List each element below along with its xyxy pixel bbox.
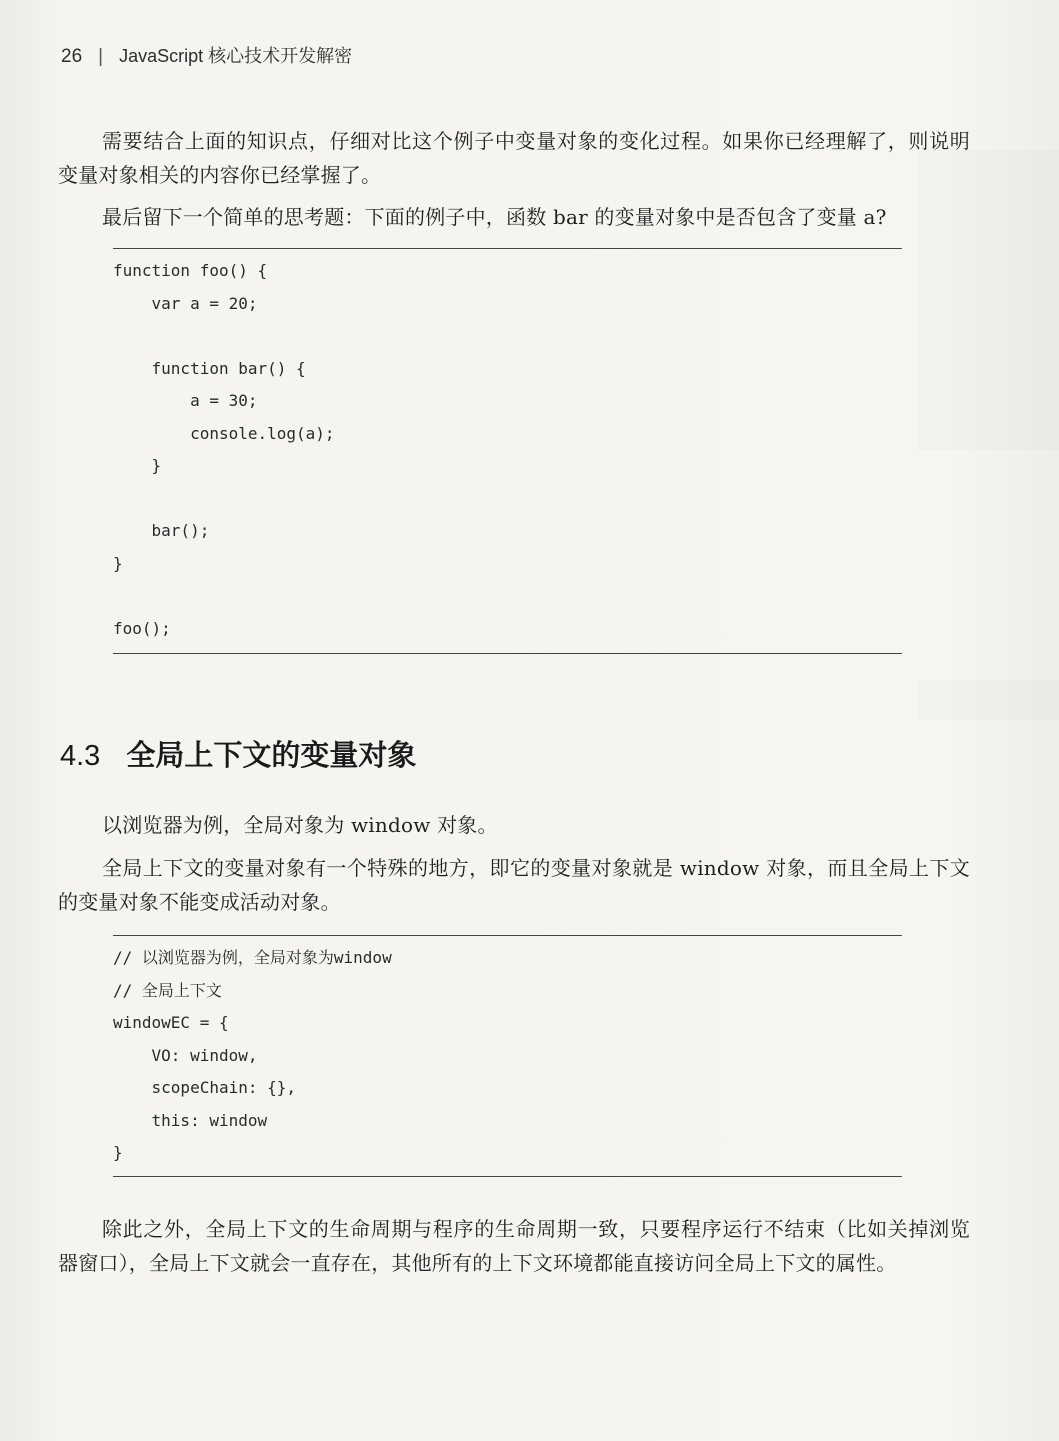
- code-line: this: window: [113, 1110, 268, 1130]
- code-line: scopeChain: {},: [113, 1078, 297, 1097]
- show-through-shadow: [919, 680, 1059, 720]
- code-listing-2: [113, 935, 902, 1177]
- code-line: function foo() {: [113, 261, 268, 280]
- code-line: // 全局上下文: [113, 980, 222, 1000]
- page-number: 26: [61, 46, 83, 67]
- code-line: VO: window,: [113, 1045, 258, 1065]
- code-line: }: [113, 1143, 123, 1162]
- code-line: [113, 580, 902, 613]
- paragraph-4: 全局上下文的变量对象有一个特殊的地方，即它的变量对象就是 window 对象，而且全局上下文的变量对象不能变成活动对象。: [58, 856, 970, 914]
- show-through-shadow: [919, 150, 1059, 450]
- code-line: [113, 483, 902, 516]
- code-line: [113, 320, 902, 353]
- section-title: 全局上下文的变量对象: [126, 740, 417, 772]
- code-line: }: [113, 456, 162, 475]
- section-heading: [60, 733, 416, 774]
- code-line: function bar() {: [113, 358, 306, 378]
- code-line: var a = 20;: [113, 293, 258, 313]
- code-listing-1: [113, 248, 902, 654]
- code-line: // 以浏览器为例，全局对象为window: [113, 948, 392, 967]
- section-number: 4.3: [60, 740, 101, 772]
- code-line: bar();: [113, 521, 210, 540]
- code-line: }: [113, 553, 123, 573]
- paragraph-5: 除此之外，全局上下文的生命周期与程序的生命周期一致，只要程序运行不结束（比如关掉浏览器窗口），全局上下文就会一直存在，其他所有的上下文环境都能直接访问全局上下文的属性。: [58, 1217, 970, 1275]
- header-separator: |: [98, 46, 104, 67]
- code-line: a = 30;: [113, 391, 258, 410]
- paragraph-2: 最后留下一个简单的思考题：下面的例子中，函数 bar 的变量对象中是否包含了变量 a?: [102, 205, 887, 229]
- code-line: foo();: [113, 618, 171, 638]
- paragraph-1: 需要结合上面的知识点，仔细对比这个例子中变量对象的变化过程。如果你已经理解了，则说明变量对象相关的内容你已经掌握了。: [58, 129, 970, 187]
- code-line: console.log(a);: [113, 423, 335, 443]
- book-title: JavaScript 核心技术开发解密: [119, 46, 353, 66]
- code-line: windowEC = {: [113, 1013, 229, 1032]
- running-header: [61, 42, 352, 68]
- paragraph-3: 以浏览器为例，全局对象为 window 对象。: [102, 813, 498, 837]
